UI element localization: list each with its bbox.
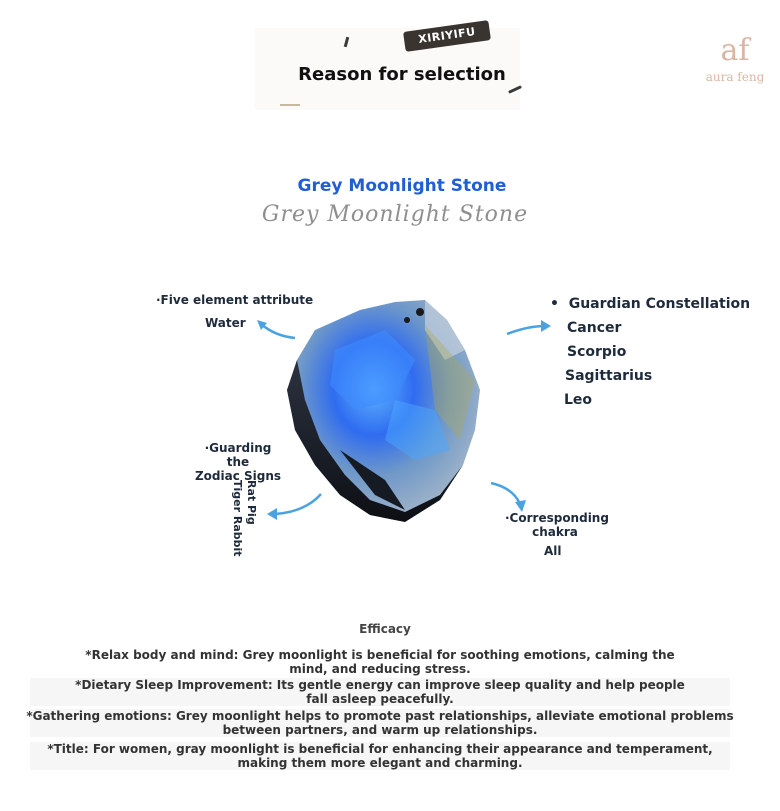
five-element-label: ·Five element attribute: [156, 293, 314, 307]
five-element-value: Water: [205, 316, 246, 330]
brand-logo-mark: af: [720, 33, 750, 68]
constellation-item: Scorpio: [567, 344, 627, 360]
chakra-label: ·Corresponding chakra: [505, 511, 609, 539]
curved-arrow-icon: [265, 490, 325, 522]
efficacy-item: *Relax body and mind: Grey moonlight is beneficial for soothing emotions, calming the mind, and reducing stress.: [85, 648, 675, 676]
chakra-value: All: [544, 544, 562, 558]
zodiac-label: ·Guarding the Zodiac Signs: [194, 441, 282, 483]
constellation-label: • Guardian Constellation: [550, 296, 751, 312]
decorative-stroke: [280, 104, 300, 106]
efficacy-title: Efficacy: [359, 622, 411, 636]
curved-arrow-icon: [503, 318, 553, 340]
brand-tag: XIRIYIFU: [403, 20, 491, 52]
efficacy-item: *Gathering emotions: Grey moonlight helps to promote past relationships, alleviate emotional problems between partners, and warm up relationships.: [26, 709, 734, 737]
curved-arrow-icon: [488, 480, 528, 514]
constellation-item: Sagittarius: [565, 368, 653, 384]
stone-script-title: Grey Moonlight Stone: [261, 202, 529, 227]
stone-title: Grey Moonlight Stone: [297, 176, 507, 196]
zodiac-value: Rat Pig Tiger Rabbit: [231, 480, 258, 557]
brand-logo-text: aura feng: [705, 70, 765, 84]
constellation-item: Cancer: [567, 320, 622, 336]
constellation-item: Leo: [564, 392, 593, 408]
efficacy-item: *Dietary Sleep Improvement: Its gentle energy can improve sleep quality and help people fall asleep peacefully.: [30, 678, 730, 706]
curved-arrow-icon: [255, 318, 300, 343]
page-title: Reason for selection: [298, 64, 506, 85]
efficacy-item: *Title: For women, gray moonlight is beneficial for enhancing their appearance and temperament, making them more elegant and charming.: [30, 742, 730, 770]
constellation-list: [550, 296, 750, 416]
